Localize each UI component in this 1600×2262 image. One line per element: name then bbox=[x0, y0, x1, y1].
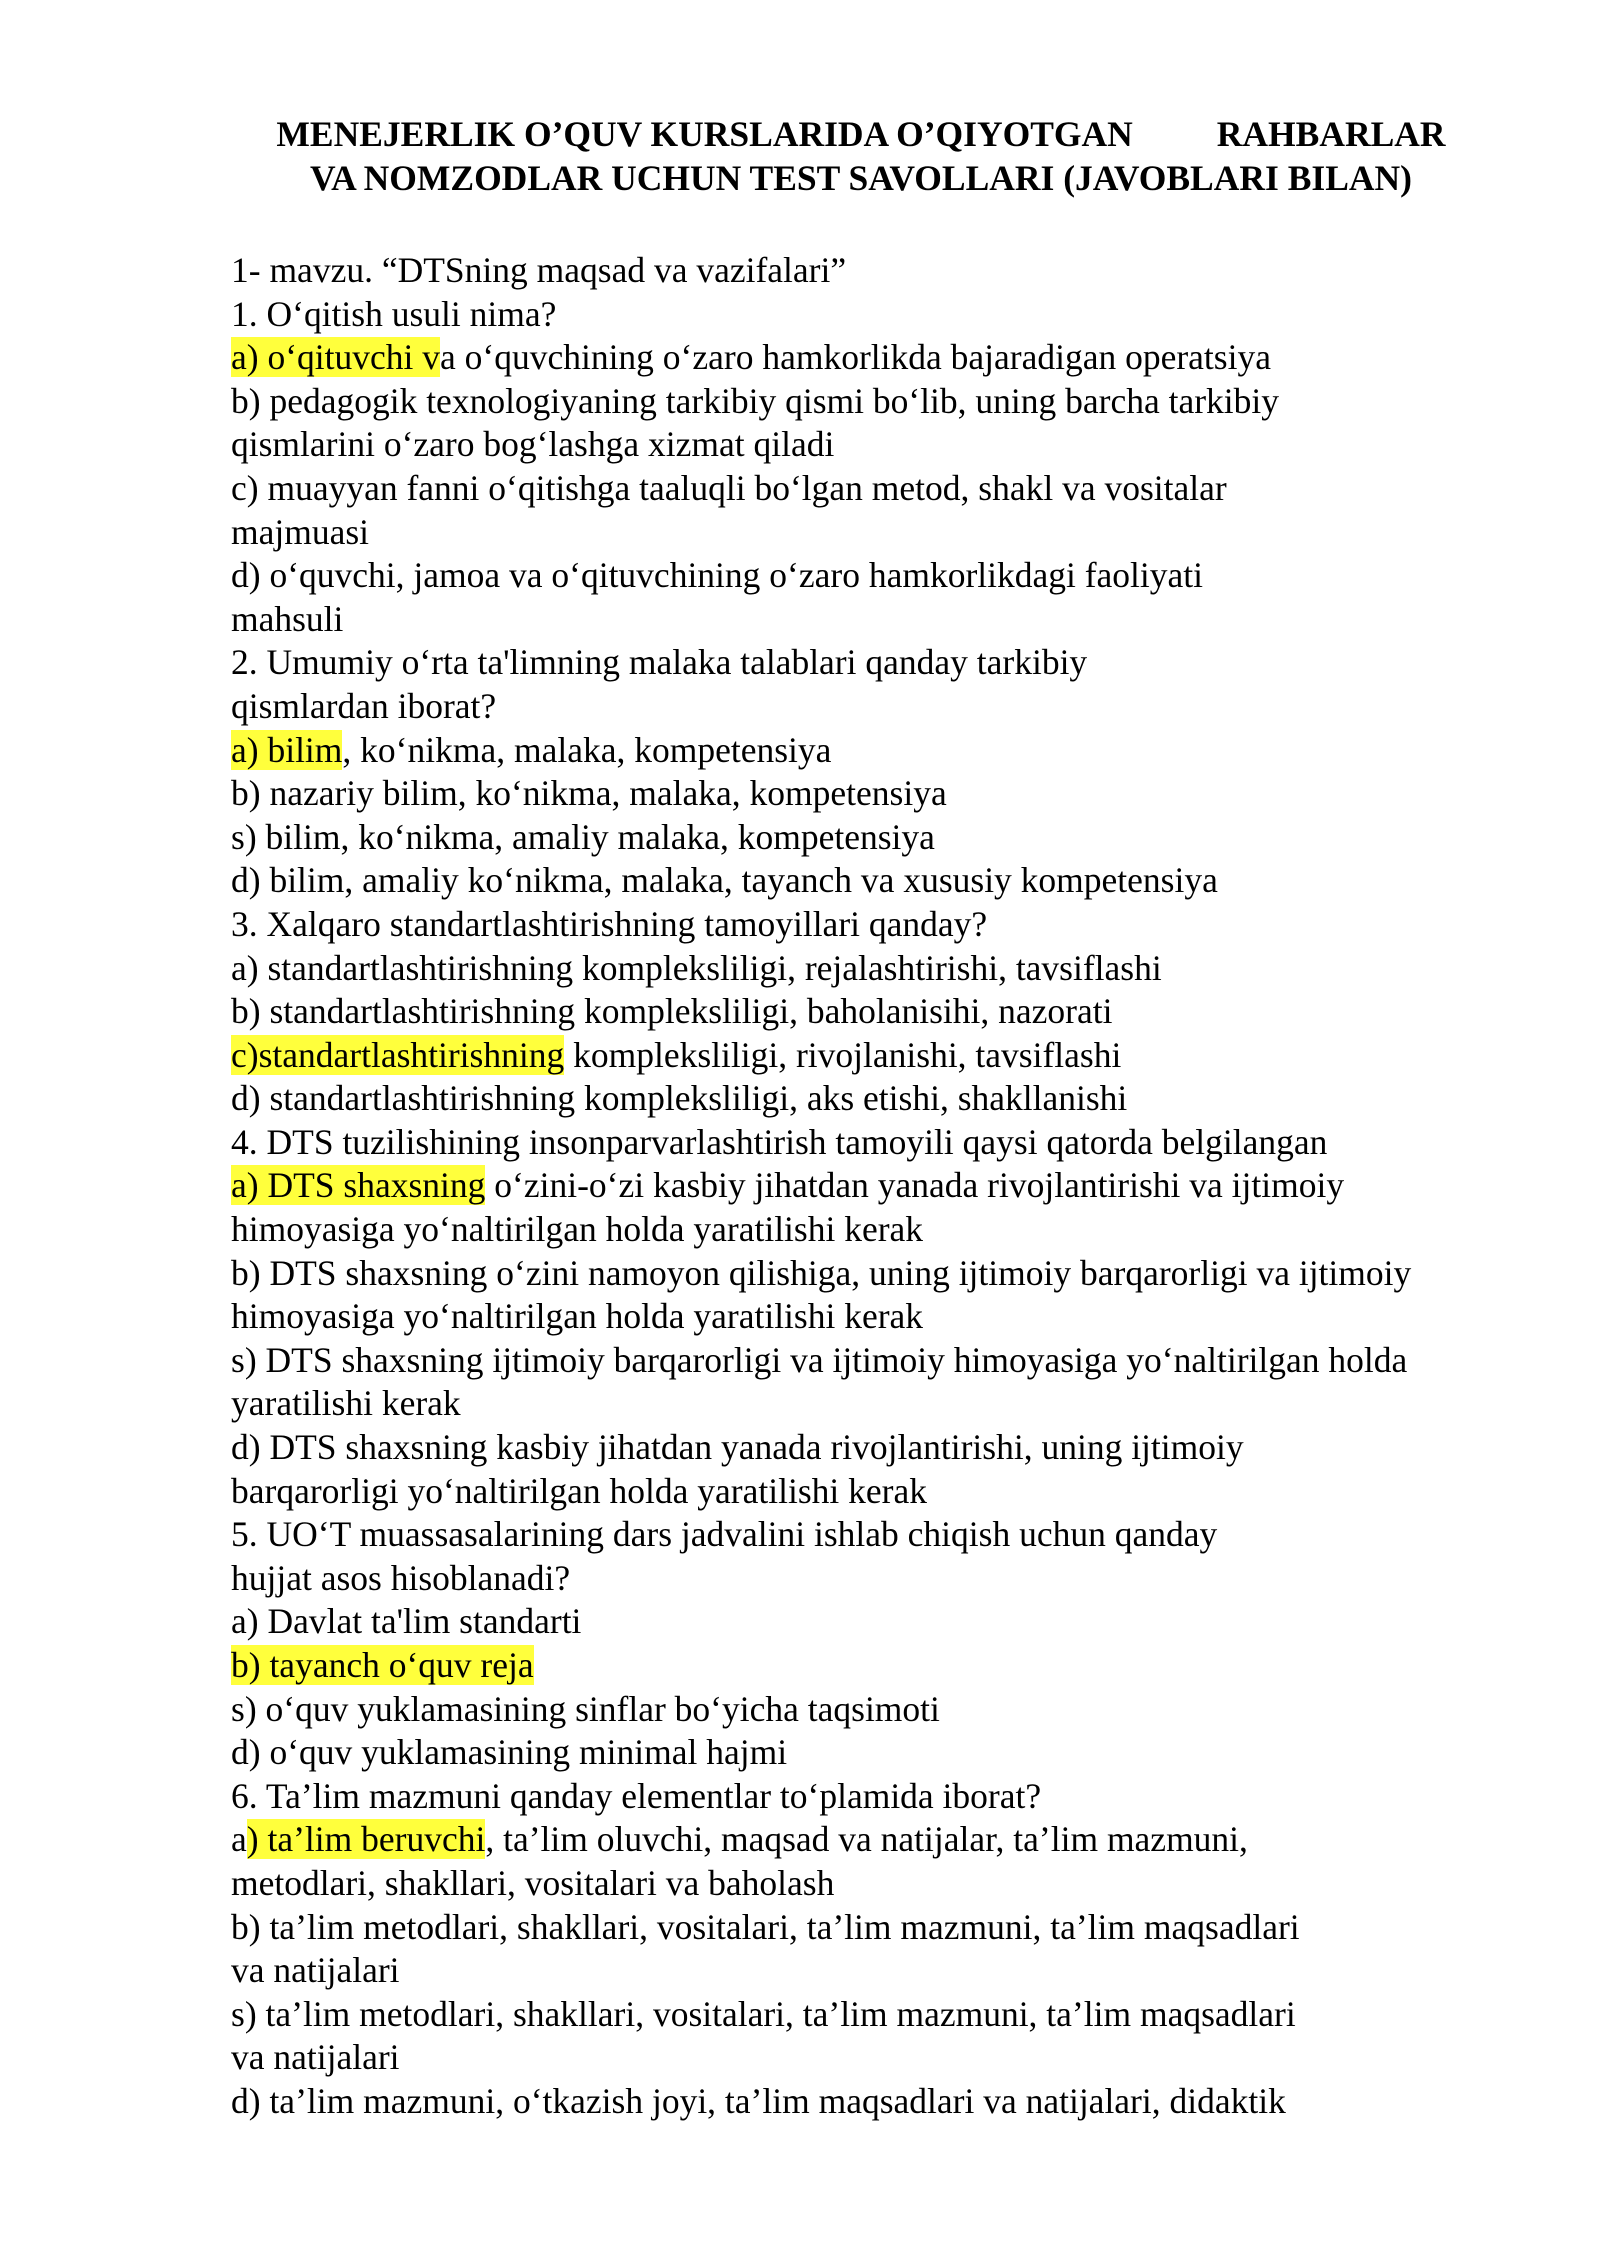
highlighted-answer: a) bilim bbox=[231, 729, 343, 770]
line-text: himoyasiga yoʻnaltirilgan holda yaratilishi kerak bbox=[231, 1296, 924, 1337]
text-line bbox=[231, 1818, 1531, 1862]
title-line-1-part-1: MENEJERLIK O’QUV KURSLARIDA O’QIYOTGAN bbox=[276, 114, 1133, 154]
text-line bbox=[231, 1862, 1531, 1906]
text-line bbox=[231, 1470, 1531, 1514]
line-text: b) standartlashtirishning kompleksliligi, baholanisihi, nazorati bbox=[231, 991, 1113, 1032]
text-line bbox=[231, 990, 1531, 1034]
line-text: 1- mavzu. “DTSning maqsad va vazifalari” bbox=[231, 250, 847, 290]
text-line bbox=[231, 380, 1531, 424]
text-line bbox=[231, 2080, 1531, 2124]
line-text: , ta’lim oluvchi, maqsad va natijalar, ta’lim mazmuni, bbox=[485, 1819, 1248, 1860]
line-text: yaratilishi kerak bbox=[231, 1383, 461, 1424]
title-line-1-part-2: RAHBARLAR bbox=[1216, 114, 1446, 154]
line-text: majmuasi bbox=[231, 511, 370, 552]
text-line bbox=[231, 772, 1531, 816]
text-line bbox=[231, 467, 1531, 511]
text-line bbox=[231, 1600, 1531, 1644]
document-body bbox=[231, 249, 1531, 2124]
text-line bbox=[231, 1906, 1531, 1950]
line-text: s) bilim, koʻnikma, amaliy malaka, kompetensiya bbox=[231, 816, 935, 857]
text-line bbox=[231, 1557, 1531, 1601]
line-text: metodlari, shakllari, vositalari va baholash bbox=[231, 1862, 835, 1903]
line-text: va natijalari bbox=[231, 1950, 400, 1991]
line-text: d) ta’lim mazmuni, oʻtkazish joyi, ta’lim maqsadlari va natijalari, didaktik bbox=[231, 2080, 1286, 2121]
line-text: d) oʻquvchi, jamoa va oʻqituvchining oʻzaro hamkorlikdagi faoliyati bbox=[231, 555, 1204, 596]
highlighted-answer: a) DTS shaxsning bbox=[231, 1165, 486, 1206]
highlighted-answer: b) tayanch oʻquv reja bbox=[231, 1645, 534, 1685]
text-line bbox=[231, 859, 1531, 903]
line-prefix: a bbox=[231, 1819, 247, 1860]
text-line bbox=[231, 554, 1531, 598]
text-line bbox=[231, 1034, 1531, 1078]
text-line bbox=[231, 336, 1531, 380]
text-line bbox=[231, 947, 1531, 991]
text-line bbox=[231, 1295, 1531, 1339]
line-text: hujjat asos hisoblanadi? bbox=[231, 1557, 571, 1598]
text-line bbox=[231, 1688, 1531, 1732]
text-line bbox=[231, 249, 1531, 293]
line-text: b) ta’lim metodlari, shakllari, vositalari, ta’lim mazmuni, ta’lim maqsadlari bbox=[231, 1906, 1300, 1947]
line-text: d) standartlashtirishning kompleksliligi, aks etishi, shakllanishi bbox=[231, 1078, 1128, 1119]
line-text: d) oʻquv yuklamasining minimal hajmi bbox=[231, 1732, 788, 1773]
document-title bbox=[231, 112, 1491, 200]
text-line bbox=[231, 1513, 1531, 1557]
text-line bbox=[231, 1121, 1531, 1165]
line-text: a) standartlashtirishning kompleksliligi, rejalashtirishi, tavsiflashi bbox=[231, 947, 1162, 988]
line-text: b) DTS shaxsning oʻzini namoyon qilishiga, uning ijtimoiy barqarorligi va ijtimoiy bbox=[231, 1252, 1412, 1293]
line-text: a) Davlat ta'lim standarti bbox=[231, 1601, 582, 1642]
line-text: kompleksliligi, rivojlanishi, tavsiflashi bbox=[564, 1034, 1122, 1075]
line-text: d) DTS shaxsning kasbiy jihatdan yanada rivojlantirishi, uning ijtimoiy bbox=[231, 1427, 1244, 1468]
line-text: 6. Ta’lim mazmuni qanday elementlar toʻplamida iborat? bbox=[231, 1775, 1042, 1816]
text-line bbox=[231, 1644, 1531, 1688]
text-line bbox=[231, 1775, 1531, 1819]
text-line bbox=[231, 1949, 1531, 1993]
line-text: b) pedagogik texnologiyaning tarkibiy qismi boʻlib, uning barcha tarkibiy bbox=[231, 380, 1280, 421]
title-line-1 bbox=[231, 112, 1491, 156]
line-text: s) DTS shaxsning ijtimoiy barqarorligi va ijtimoiy himoyasiga yoʻnaltirilgan holda bbox=[231, 1339, 1408, 1380]
line-text: , koʻnikma, malaka, kompetensiya bbox=[342, 729, 832, 770]
text-line bbox=[231, 1208, 1531, 1252]
line-text: a oʻquvchining oʻzaro hamkorlikda bajaradigan operatsiya bbox=[440, 337, 1271, 378]
highlighted-answer: a) oʻqituvchi v bbox=[231, 337, 440, 378]
line-text: s) oʻquv yuklamasining sinflar boʻyicha taqsimoti bbox=[231, 1688, 940, 1729]
line-text: 5. UOʻT muassasalarining dars jadvalini ishlab chiqish uchun qanday bbox=[231, 1514, 1218, 1555]
text-line bbox=[231, 685, 1531, 729]
line-text: s) ta’lim metodlari, shakllari, vositalari, ta’lim mazmuni, ta’lim maqsadlari bbox=[231, 1993, 1296, 2034]
text-line bbox=[231, 903, 1531, 947]
text-line bbox=[231, 641, 1531, 685]
text-line bbox=[231, 1426, 1531, 1470]
highlighted-answer: c)standartlashtirishning bbox=[231, 1034, 565, 1075]
line-text: b) nazariy bilim, koʻnikma, malaka, kompetensiya bbox=[231, 773, 947, 814]
line-text: 4. DTS tuzilishining insonparvarlashtirish tamoyili qaysi qatorda belgilangan bbox=[231, 1121, 1328, 1162]
line-text: 3. Xalqaro standartlashtirishning tamoyillari qanday? bbox=[231, 903, 988, 944]
line-text: himoyasiga yoʻnaltirilgan holda yaratilishi kerak bbox=[231, 1209, 924, 1250]
line-text: mahsuli bbox=[231, 598, 344, 639]
line-text: qismlarini oʻzaro bogʻlashga xizmat qiladi bbox=[231, 424, 835, 465]
line-text: c) muayyan fanni oʻqitishga taaluqli boʻlgan metod, shakl va vositalar bbox=[231, 467, 1227, 508]
line-text: 2. Umumiy oʻrta ta'limning malaka talablari qanday tarkibiy bbox=[231, 642, 1088, 683]
line-text: va natijalari bbox=[231, 2037, 400, 2078]
text-line bbox=[231, 293, 1531, 337]
line-text: 1. Oʻqitish usuli nima? bbox=[231, 293, 557, 334]
text-line bbox=[231, 1993, 1531, 2037]
text-line bbox=[231, 816, 1531, 860]
text-line bbox=[231, 423, 1531, 467]
line-text: qismlardan iborat? bbox=[231, 685, 497, 726]
text-line bbox=[231, 2036, 1531, 2080]
line-text: oʻzini-oʻzi kasbiy jihatdan yanada rivojlantirishi va ijtimoiy bbox=[485, 1165, 1345, 1206]
text-line bbox=[231, 1731, 1531, 1775]
text-line bbox=[231, 1339, 1531, 1383]
text-line bbox=[231, 1164, 1531, 1208]
text-line bbox=[231, 1382, 1531, 1426]
text-line bbox=[231, 1252, 1531, 1296]
text-line bbox=[231, 729, 1531, 773]
title-line-2: VA NOMZODLAR UCHUN TEST SAVOLLARI (JAVOBLARI BILAN) bbox=[310, 158, 1412, 198]
text-line bbox=[231, 598, 1531, 642]
line-text: d) bilim, amaliy koʻnikma, malaka, tayanch va xususiy kompetensiya bbox=[231, 860, 1218, 901]
text-line bbox=[231, 1077, 1531, 1121]
text-line bbox=[231, 511, 1531, 555]
line-text: barqarorligi yoʻnaltirilgan holda yaratilishi kerak bbox=[231, 1470, 927, 1511]
highlighted-answer: ) ta’lim beruvchi bbox=[246, 1819, 486, 1860]
